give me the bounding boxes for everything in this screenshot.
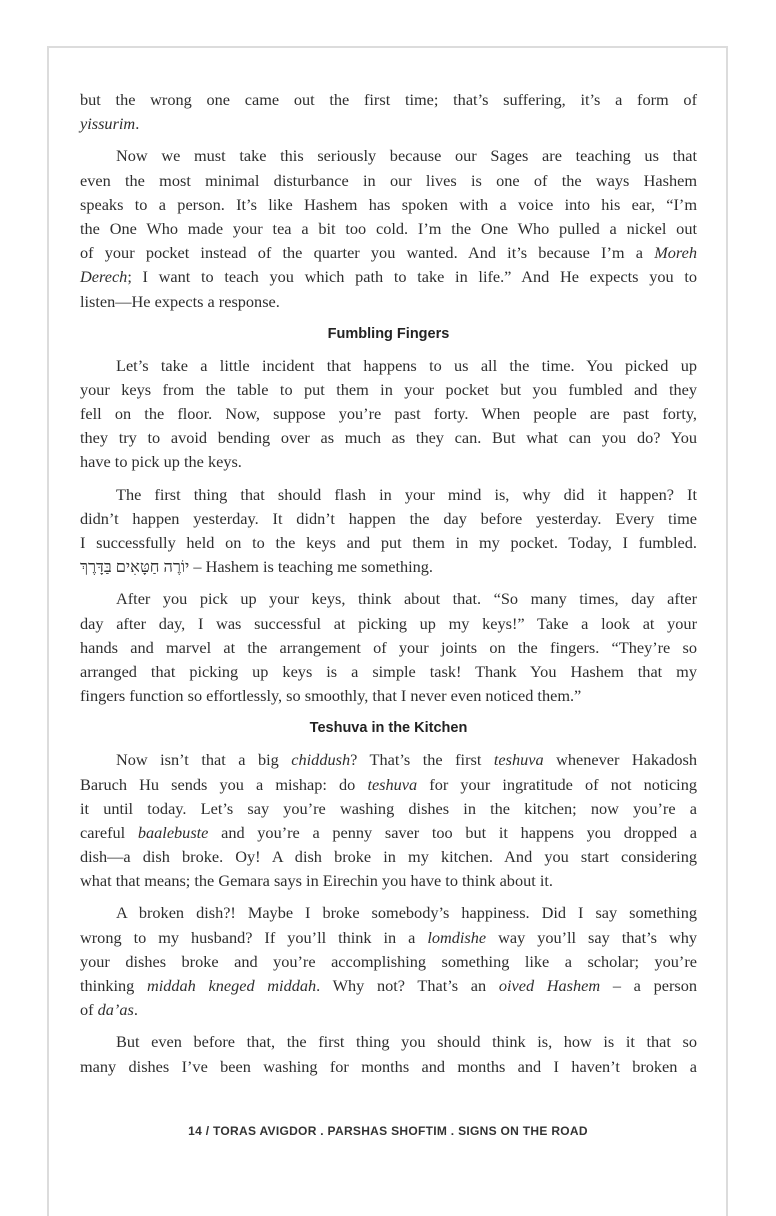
text-line [80, 112, 697, 136]
text-run: have to pick up the keys. [80, 452, 242, 472]
text-line [80, 1030, 697, 1054]
text-run: thinking [80, 976, 147, 995]
text-line [80, 926, 697, 950]
text-run: your dishes broke and you’re accomplishing something like a scholar; you’re [80, 951, 697, 971]
italic-term: baalebuste [137, 822, 209, 842]
text-line [80, 869, 697, 893]
text-run: wrong to my husband? If you’ll think in a [80, 927, 428, 947]
text-line [80, 169, 697, 193]
text-run: – Hashem is teaching me something. [189, 557, 433, 577]
paragraph [80, 144, 697, 313]
text-line [80, 507, 697, 531]
text-run: dish—a dish broke. Oy! A dish broke in my kitchen. And you start considering [80, 847, 697, 867]
italic-term: lomdishe [427, 927, 487, 947]
text-line [80, 193, 697, 217]
text-run: day after day, I was successful at picking up my keys!” Take a look at your [80, 613, 697, 633]
text-run: speaks to a person. It’s like Hashem has spoken with a voice into his ear, “I’m [80, 194, 697, 214]
text-run: of your pocket instead of the quarter you wanted. And it’s because I’m a [80, 243, 655, 263]
text-run: But even before that, the first thing you should think is, how is it that so [116, 1032, 697, 1052]
text-run: but the wrong one came out the first time; that’s suffering, it’s a form of [80, 90, 697, 109]
text-line [80, 612, 697, 636]
text-run: After you pick up your keys, think about that. “So many times, day after [116, 589, 697, 609]
text-run: . [133, 1000, 138, 1020]
text-run: what that means; the Gemara says in Eirechin you have to think about it. [80, 871, 553, 891]
text-line [80, 797, 697, 821]
italic-term: teshuva [493, 750, 544, 770]
text-line [80, 950, 697, 974]
text-line [80, 974, 697, 998]
paragraph [80, 1030, 697, 1078]
text-line [80, 531, 697, 555]
text-run: fell on the floor. Now, suppose you’re past forty. When people are past forty, [80, 404, 697, 424]
text-line [80, 483, 697, 507]
text-line [80, 354, 697, 378]
italic-term: Moreh [654, 243, 697, 263]
section-heading: Fumbling Fingers [327, 325, 450, 342]
text-run: many dishes I’ve been washing for months and months and I haven’t broken a [80, 1056, 697, 1076]
italic-term: Derech [80, 267, 128, 287]
text-run: Let’s take a little incident that happens to us all the time. You picked up [116, 355, 697, 375]
text-line [80, 426, 697, 450]
text-line [80, 555, 697, 579]
italic-term: oived Hashem [498, 976, 601, 995]
text-line [80, 378, 697, 402]
text-run: careful [80, 822, 138, 842]
text-run: Now we must take this seriously because our Sages are teaching us that [116, 146, 697, 166]
text-run: they try to avoid bending over as much as they can. But what can you do? You [80, 428, 697, 448]
text-run: arranged that picking up keys is a simple task! Thank You Hashem that my [80, 661, 697, 681]
text-run: listen—He expects a response. [80, 291, 280, 311]
text-run: your keys from the table to put them in your pocket but you fumbled and they [80, 379, 697, 399]
paragraph [80, 901, 697, 1022]
text-line [80, 290, 697, 314]
text-run: ? That’s the first [350, 750, 494, 770]
text-run: . Why not? That’s an [316, 976, 499, 995]
italic-term: teshuva [367, 774, 418, 794]
text-run: I successfully held on to the keys and put them in my pocket. Today, I fumbled. [80, 533, 697, 552]
paragraph [80, 587, 697, 708]
text-line [80, 1055, 697, 1079]
text-run: it until today. Let’s say you’re washing dishes in the kitchen; now you’re a [80, 798, 697, 818]
paragraph [80, 748, 697, 893]
text-run: Now isn’t that a big [116, 750, 292, 770]
text-run: for your ingratitude of not noticing [417, 774, 697, 794]
text-run: ; I want to teach you which path to take in life.” And He expects you to [127, 267, 697, 287]
text-run: – a person [600, 976, 697, 995]
hebrew-quote: יוֹרֶה חַטָּאִים בַּדָּרֶךְ [80, 557, 190, 577]
text-line [80, 241, 697, 265]
text-line [80, 636, 697, 660]
text-line [80, 144, 697, 168]
text-line [80, 821, 697, 845]
text-line [80, 773, 697, 797]
text-line [80, 217, 697, 241]
text-run: hands and marvel at the arrangement of your joints on the fingers. “They’re so [80, 637, 697, 657]
text-line [80, 265, 697, 289]
text-line [80, 450, 697, 474]
paragraph [80, 88, 697, 136]
italic-term: yissurim [80, 114, 136, 134]
text-line [80, 402, 697, 426]
text-run: of [80, 1000, 98, 1020]
text-run: didn’t happen yesterday. It didn’t happen the day before yesterday. Every time [80, 508, 697, 528]
text-run: A broken dish?! Maybe I broke somebody’s happiness. Did I say something [116, 903, 697, 923]
text-run: even the most minimal disturbance in our lives is one of the ways Hashem [80, 170, 697, 190]
text-run: the One Who made your tea a bit too cold. I’m the One Who pulled a nickel out [80, 218, 697, 238]
text-line [80, 660, 697, 684]
italic-term: chiddush [291, 750, 351, 770]
text-run: The first thing that should flash in your mind is, why did it happen? It [116, 484, 697, 504]
text-line [80, 587, 697, 611]
text-run: fingers function so effortlessly, so smoothly, that I never even noticed them.” [80, 686, 582, 706]
text-run: Baruch Hu sends you a mishap: do [80, 774, 368, 794]
italic-term: middah kneged middah [146, 976, 317, 995]
text-line [80, 748, 697, 772]
body-text [80, 88, 697, 1087]
text-line [80, 901, 697, 925]
text-run: way you’ll say that’s why [486, 927, 697, 947]
text-line [80, 88, 697, 112]
text-line [80, 998, 697, 1022]
section-heading: Teshuva in the Kitchen [309, 720, 468, 737]
text-line [80, 845, 697, 869]
text-run: . [135, 114, 140, 134]
paragraph [80, 483, 697, 580]
text-run: and you’re a penny saver too but it happens you dropped a [208, 822, 697, 842]
text-line [80, 684, 697, 708]
page-footer: 14 / TORAS AVIGDOR . PARSHAS SHOFTIM . SIGNS ON THE ROAD [188, 1124, 588, 1138]
paragraph [80, 354, 697, 475]
italic-term: da’as [97, 1000, 134, 1020]
text-run: whenever Hakadosh [543, 750, 698, 770]
